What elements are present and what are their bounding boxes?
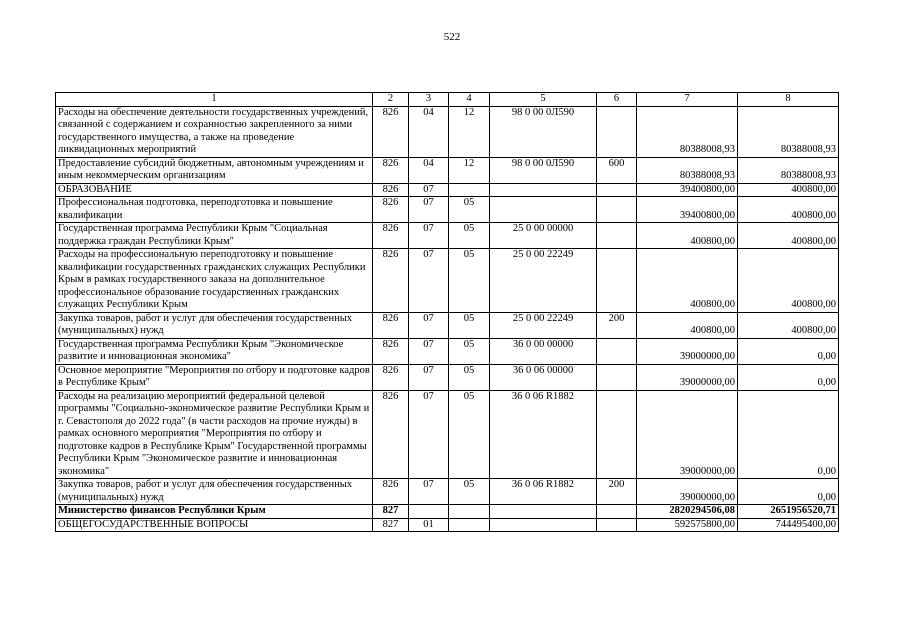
column-header: 1 xyxy=(56,93,373,107)
table-row xyxy=(56,157,839,183)
expense-type-cell xyxy=(597,518,637,532)
subsection-cell: 12 xyxy=(449,106,490,157)
row-name-cell: Министерство финансов Республики Крым xyxy=(56,505,373,519)
subsection-cell: 05 xyxy=(449,312,490,338)
section-cell xyxy=(409,505,449,519)
table-row xyxy=(56,106,839,157)
table-row xyxy=(56,479,839,505)
expense-type-cell xyxy=(597,364,637,390)
amount-year1-cell: 592575800,00 xyxy=(637,518,738,532)
row-name-cell: Основное мероприятие "Мероприятия по отбору и подготовке кадров в Республике Крым" xyxy=(56,364,373,390)
target-item-cell xyxy=(490,518,597,532)
section-cell: 01 xyxy=(409,518,449,532)
amount-year2-cell: 0,00 xyxy=(738,390,839,479)
amount-year1-cell: 39400800,00 xyxy=(637,197,738,223)
ministry-code-cell: 826 xyxy=(373,197,409,223)
target-item-cell: 36 0 06 R1882 xyxy=(490,390,597,479)
section-cell: 07 xyxy=(409,364,449,390)
table-body xyxy=(56,106,839,532)
row-name-cell: Государственная программа Республики Крым "Социальная поддержка граждан Республики Крым" xyxy=(56,223,373,249)
target-item-cell: 25 0 00 22249 xyxy=(490,312,597,338)
amount-year1-cell: 400800,00 xyxy=(637,249,738,313)
amount-year2-cell: 400800,00 xyxy=(738,312,839,338)
amount-year1-cell: 39000000,00 xyxy=(637,390,738,479)
table-row xyxy=(56,183,839,197)
amount-year2-cell: 80388008,93 xyxy=(738,106,839,157)
ministry-code-cell: 827 xyxy=(373,518,409,532)
amount-year1-cell: 2820294506,08 xyxy=(637,505,738,519)
target-item-cell xyxy=(490,183,597,197)
row-name-cell: Предоставление субсидий бюджетным, автономным учреждениям и иным некоммерческим организациям xyxy=(56,157,373,183)
amount-year2-cell: 400800,00 xyxy=(738,223,839,249)
subsection-cell: 05 xyxy=(449,197,490,223)
amount-year2-cell: 744495400,00 xyxy=(738,518,839,532)
ministry-code-cell: 826 xyxy=(373,157,409,183)
amount-year1-cell: 39000000,00 xyxy=(637,338,738,364)
section-cell: 07 xyxy=(409,338,449,364)
target-item-cell: 98 0 00 0Л590 xyxy=(490,157,597,183)
amount-year1-cell: 39000000,00 xyxy=(637,364,738,390)
section-cell: 07 xyxy=(409,223,449,249)
subsection-cell xyxy=(449,505,490,519)
expense-type-cell xyxy=(597,505,637,519)
expense-type-cell xyxy=(597,338,637,364)
table-header-row xyxy=(56,93,839,107)
amount-year2-cell: 400800,00 xyxy=(738,249,839,313)
amount-year1-cell: 400800,00 xyxy=(637,312,738,338)
section-cell: 04 xyxy=(409,157,449,183)
row-name-cell: ОБЩЕГОСУДАРСТВЕННЫЕ ВОПРОСЫ xyxy=(56,518,373,532)
subsection-cell: 12 xyxy=(449,157,490,183)
subsection-cell: 05 xyxy=(449,338,490,364)
ministry-code-cell: 826 xyxy=(373,183,409,197)
target-item-cell: 25 0 00 22249 xyxy=(490,249,597,313)
section-cell: 07 xyxy=(409,390,449,479)
ministry-code-cell: 826 xyxy=(373,479,409,505)
amount-year1-cell: 80388008,93 xyxy=(637,157,738,183)
target-item-cell: 98 0 00 0Л590 xyxy=(490,106,597,157)
column-header: 5 xyxy=(490,93,597,107)
ministry-code-cell: 826 xyxy=(373,106,409,157)
amount-year2-cell: 0,00 xyxy=(738,364,839,390)
expense-type-cell xyxy=(597,197,637,223)
target-item-cell xyxy=(490,505,597,519)
row-name-cell: Расходы на реализацию мероприятий федеральной целевой программы "Социально-экономическое развитие Республики Крым и г. Севастополя до 2022 года" (в части расходов на прочие нужды) в рамках основного мероприятия "Мероприятия по отбору и подготовке кадров в Республике Крым" Государственной программы Республики Крым "Экономическое развитие и инновационная экономика" xyxy=(56,390,373,479)
row-name-cell: Расходы на профессиональную переподготовку и повышение квалификации государственных гражданских служащих Республики Крым в рамках государственного заказа на дополнительное профессиональное образование государственных гражданских служащих Республики Крым xyxy=(56,249,373,313)
row-name-cell: ОБРАЗОВАНИЕ xyxy=(56,183,373,197)
row-name-cell: Профессиональная подготовка, переподготовка и повышение квалификации xyxy=(56,197,373,223)
section-cell: 07 xyxy=(409,183,449,197)
expense-type-cell: 200 xyxy=(597,312,637,338)
column-header: 4 xyxy=(449,93,490,107)
ministry-code-cell: 826 xyxy=(373,223,409,249)
expense-type-cell xyxy=(597,390,637,479)
expense-type-cell: 600 xyxy=(597,157,637,183)
expense-type-cell: 200 xyxy=(597,479,637,505)
target-item-cell: 36 0 00 00000 xyxy=(490,338,597,364)
subsection-cell: 05 xyxy=(449,364,490,390)
column-header: 8 xyxy=(738,93,839,107)
column-header: 3 xyxy=(409,93,449,107)
expense-type-cell xyxy=(597,183,637,197)
expense-type-cell xyxy=(597,249,637,313)
table-row xyxy=(56,390,839,479)
ministry-code-cell: 826 xyxy=(373,364,409,390)
amount-year1-cell: 39000000,00 xyxy=(637,479,738,505)
row-name-cell: Государственная программа Республики Крым "Экономическое развитие и инновационная экономика" xyxy=(56,338,373,364)
target-item-cell xyxy=(490,197,597,223)
table-row xyxy=(56,364,839,390)
expense-type-cell xyxy=(597,223,637,249)
column-header: 6 xyxy=(597,93,637,107)
section-cell: 07 xyxy=(409,312,449,338)
amount-year2-cell: 0,00 xyxy=(738,479,839,505)
subsection-cell: 05 xyxy=(449,223,490,249)
amount-year1-cell: 80388008,93 xyxy=(637,106,738,157)
table-row xyxy=(56,338,839,364)
page-number: 522 xyxy=(443,31,461,43)
amount-year1-cell: 39400800,00 xyxy=(637,183,738,197)
subsection-cell xyxy=(449,518,490,532)
target-item-cell: 36 0 06 R1882 xyxy=(490,479,597,505)
subsection-cell: 05 xyxy=(449,249,490,313)
row-name-cell: Расходы на обеспечение деятельности государственных учреждений, связанной с содержанием и сохранностью закрепленного за ними государственного имущества, а также на проведение ликвидационных мероприятий xyxy=(56,106,373,157)
table-row xyxy=(56,249,839,313)
section-cell: 04 xyxy=(409,106,449,157)
budget-table xyxy=(55,92,839,532)
subsection-cell: 05 xyxy=(449,390,490,479)
amount-year2-cell: 80388008,93 xyxy=(738,157,839,183)
ministry-code-cell: 827 xyxy=(373,505,409,519)
table-row xyxy=(56,518,839,532)
table-row xyxy=(56,312,839,338)
column-header: 2 xyxy=(373,93,409,107)
section-cell: 07 xyxy=(409,479,449,505)
row-name-cell: Закупка товаров, работ и услуг для обеспечения государственных (муниципальных) нужд xyxy=(56,479,373,505)
table-row xyxy=(56,223,839,249)
amount-year2-cell: 400800,00 xyxy=(738,183,839,197)
ministry-code-cell: 826 xyxy=(373,390,409,479)
amount-year2-cell: 400800,00 xyxy=(738,197,839,223)
section-cell: 07 xyxy=(409,249,449,313)
expense-type-cell xyxy=(597,106,637,157)
ministry-code-cell: 826 xyxy=(373,249,409,313)
target-item-cell: 36 0 06 00000 xyxy=(490,364,597,390)
row-name-cell: Закупка товаров, работ и услуг для обеспечения государственных (муниципальных) нужд xyxy=(56,312,373,338)
section-cell: 07 xyxy=(409,197,449,223)
ministry-code-cell: 826 xyxy=(373,312,409,338)
subsection-cell: 05 xyxy=(449,479,490,505)
ministry-code-cell: 826 xyxy=(373,338,409,364)
table-row xyxy=(56,505,839,519)
amount-year1-cell: 400800,00 xyxy=(637,223,738,249)
amount-year2-cell: 0,00 xyxy=(738,338,839,364)
amount-year2-cell: 2651956520,71 xyxy=(738,505,839,519)
target-item-cell: 25 0 00 00000 xyxy=(490,223,597,249)
table-row xyxy=(56,197,839,223)
column-header: 7 xyxy=(637,93,738,107)
subsection-cell xyxy=(449,183,490,197)
